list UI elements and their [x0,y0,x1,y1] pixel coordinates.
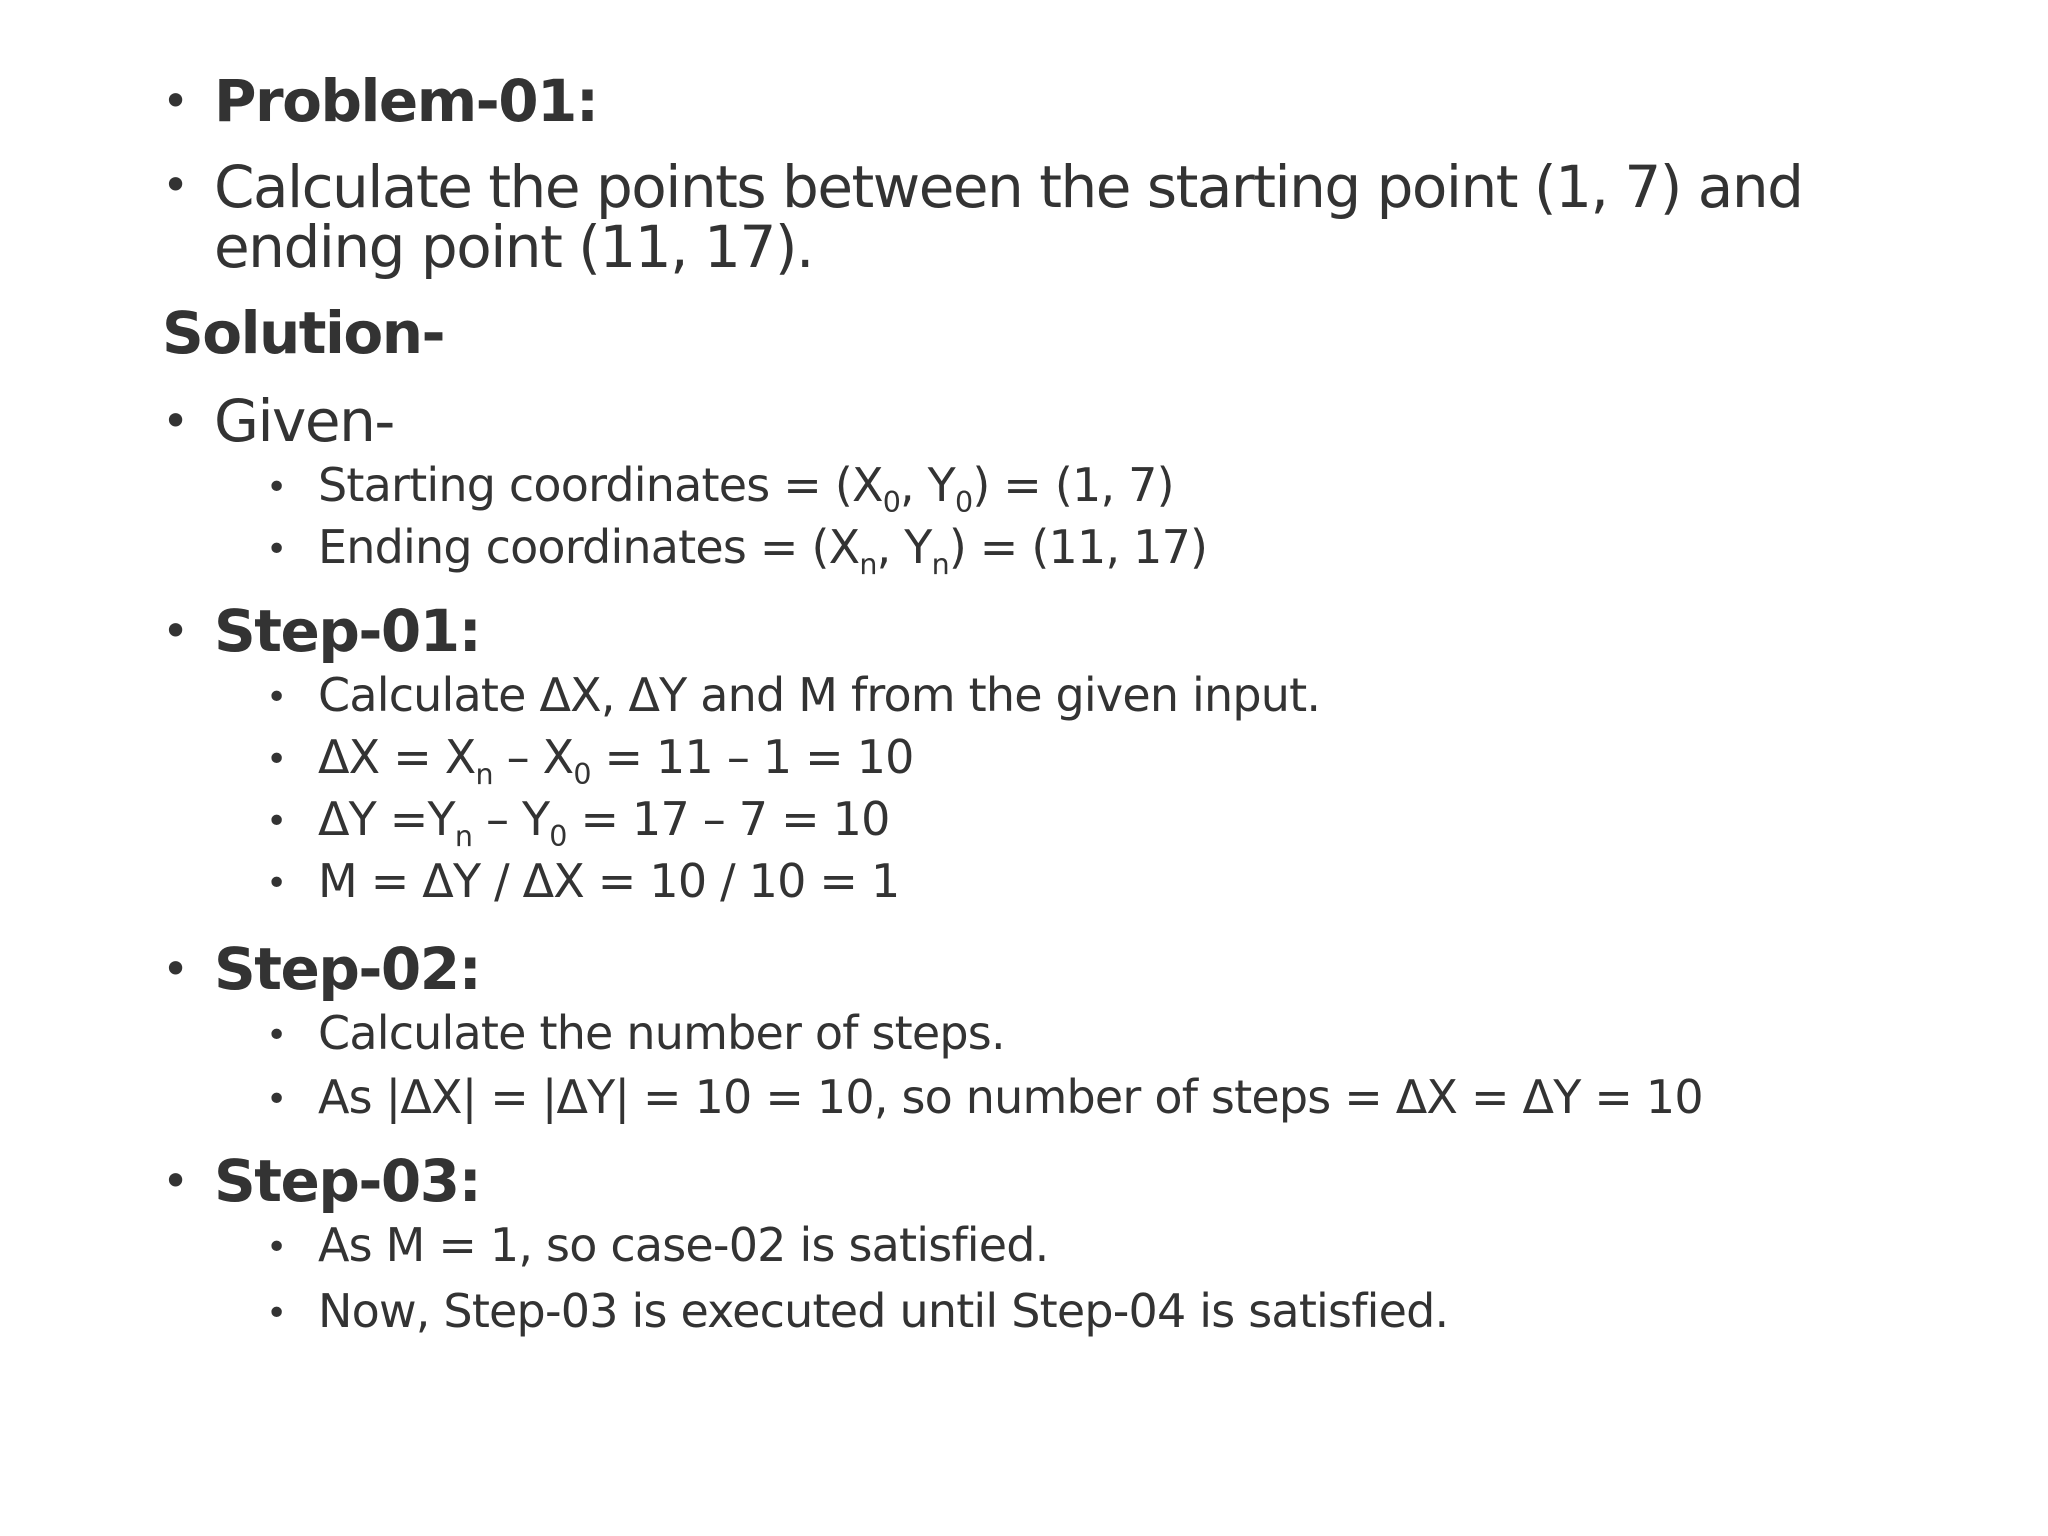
step01-delta-x: $\Delta X = X_n - X_0 = 11 - 1 = 10$ [318,730,914,791]
bullet: • [162,394,190,448]
step02-item2: As |ΔX| = |ΔY| = 10 = 10, so number of steps = ΔX = ΔY = 10 [318,1070,1703,1124]
sub-bullet: • [266,801,288,842]
step01-delta-y: $\Delta Y =Y_n - Y_0 = 17 - 7 = 10$ [318,792,890,853]
step03-heading: Step-03: [214,1147,481,1215]
sub-bullet: • [266,1015,288,1056]
sub-bullet: • [266,677,288,718]
bullet: • [162,1154,190,1208]
sub-bullet: • [266,529,288,570]
sub-bullet: • [266,739,288,780]
sub-bullet: • [266,1079,288,1120]
solution-heading: Solution- [162,299,445,367]
problem-text-line2: ending point (11, 17). [214,213,813,281]
sub-bullet: • [266,863,288,904]
step01-slope: M = ΔY / ΔX = 10 / 10 = 1 [318,854,900,908]
problem-heading: Problem-01: [214,67,598,135]
bullet: • [162,158,190,212]
step01-heading: Step-01: [214,597,481,665]
ending-coordinates: Ending coordinates = ($X_n$, $Y_n) = (11$, 17) [318,520,1208,581]
step03-item2: Now, Step-03 is executed until Step-04 is satisfied. [318,1284,1449,1338]
step03-item1: As M = 1, so case-02 is satisfied. [318,1218,1049,1272]
bullet: • [162,74,190,128]
starting-coordinates: Starting coordinates = ($X_0$, $Y_0) = (1$, 7) [318,458,1174,519]
sub-bullet: • [266,467,288,508]
step02-item1: Calculate the number of steps. [318,1006,1005,1060]
step02-heading: Step-02: [214,935,481,1003]
given-heading: Given- [214,387,394,455]
sub-bullet: • [266,1227,288,1268]
bullet: • [162,942,190,996]
step01-item1: Calculate ΔX, ΔY and M from the given input. [318,668,1321,722]
bullet: • [162,604,190,658]
problem-text-line1: Calculate the points between the starting point (1, 7) and [214,153,1803,221]
sub-bullet: • [266,1293,288,1334]
